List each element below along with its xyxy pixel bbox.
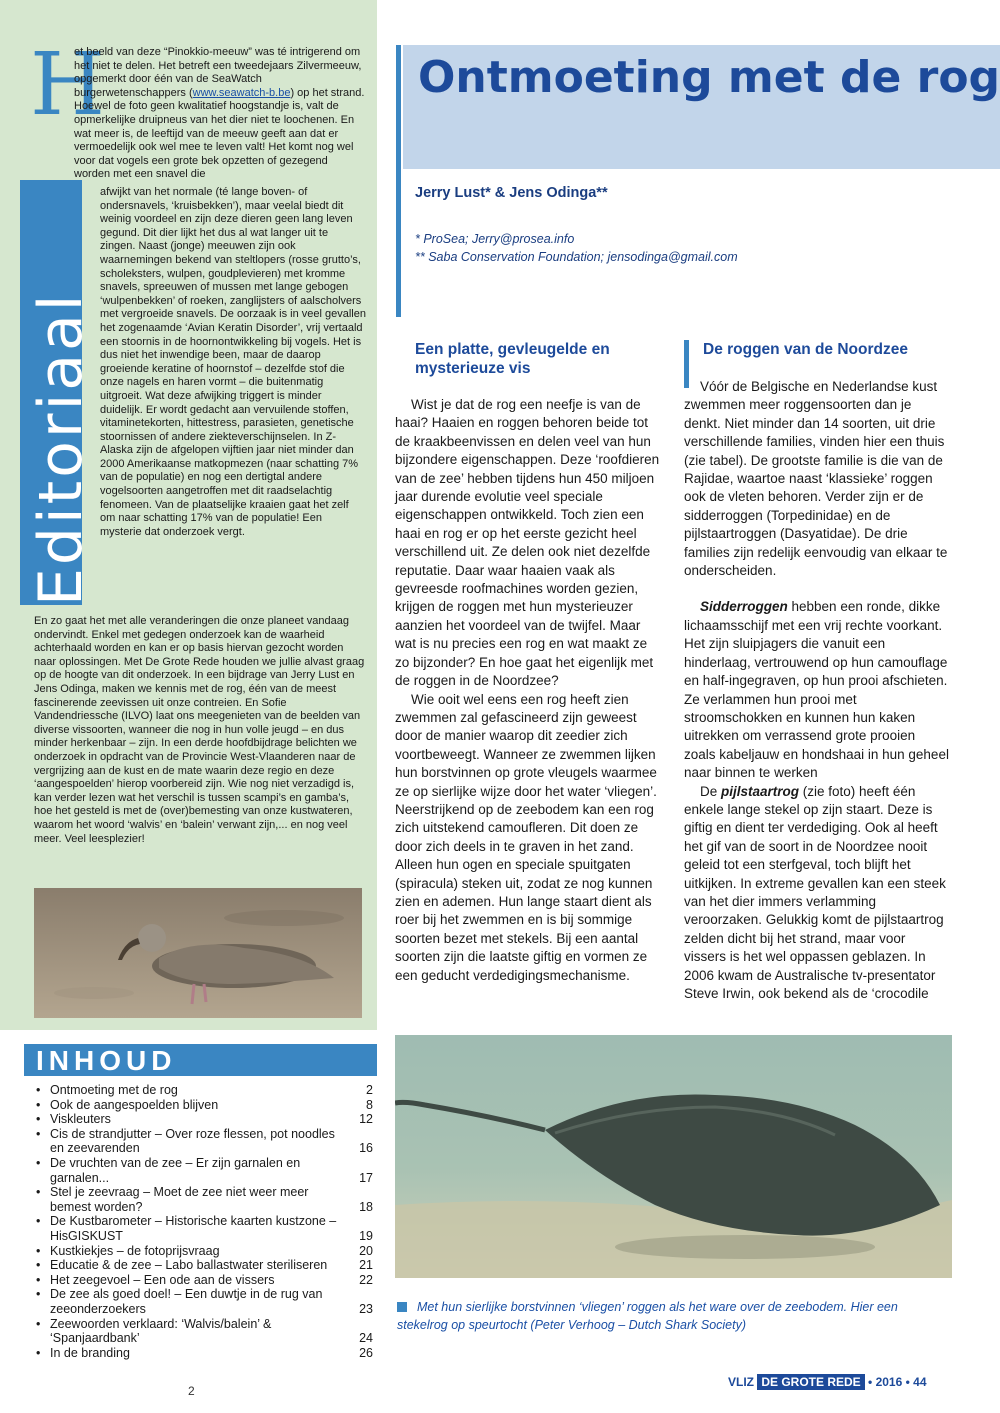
toc-item[interactable]: • Zeewoorden verklaard: ‘Walvis/balein’ & ‘Spanjaardbank’ 24 [36,1317,373,1346]
footer-page-number: 44 [913,1375,927,1389]
toc-item[interactable]: • Het zeegevoel – Een ode aan de vissers 22 [36,1273,373,1288]
toc-item[interactable]: • De Kustbarometer – Historische kaarten kustzone – HisGISKUST 19 [36,1214,373,1243]
toc-item[interactable]: • Stel je zeevraag – Moet de zee niet weer meer bemest worden? 18 [36,1185,373,1214]
article-column-2 [684,378,950,1003]
gull-photo [34,888,362,1018]
toc-item[interactable]: • Ook de aangespoelden blijven 8 [36,1098,373,1113]
table-of-contents [36,1083,373,1360]
seawatch-link[interactable]: www.seawatch-b.be [192,86,291,99]
editorial-dropcap: H [30,35,105,135]
footer-year: 2016 [875,1375,903,1389]
title-rule [396,45,401,317]
article-paragraph: Sidderroggen hebben een ronde, dikke lichaamsschijf met een vrij rechte voorkant. Het zijn sluipjagers die vanuit een hinderlaag, vertrouwend op hun camouflage en half-ingegraven, op hun prooi afschieten. Ze verlammen hun prooi met stroomschokken en kunnen hun kaken uitrekken om verrassend grote prooien zoals kabeljauw en hondshaai in hun geheel naar binnen te werken [684,599,949,781]
article-title: Ontmoeting met de rog [418,52,1000,103]
toc-item[interactable]: • Kustkiekjes – de fotoprijsvraag 20 [36,1244,373,1259]
ray-photo [395,1035,952,1278]
page-footer: VLIZ DE GROTE REDE • 2016 • 44 [728,1375,927,1389]
toc-item[interactable]: • Ontmoeting met de rog 2 [36,1083,373,1098]
toc-item[interactable]: • Educatie & de zee – Labo ballastwater steriliseren 21 [36,1258,373,1273]
article-paragraph: De pijlstaartrog (zie foto) heeft één enkele lange stekel op zijn staart. Deze is giftig en dient ter verdediging. Ook al heeft het gif van de soort in de Noordzee nooit geleid tot een sterfgeval, toch blijft het uitkijken. In extreme gevallen kan een steek van het dier immers verlamming veroorzaken. Gelukkig komt de pijlstaartrog zelden dicht bij het strand, maar voor vissers is het wel oppassen geblazen. In 2006 kwam de Australische tv-presentator Steve Irwin, ook bekend als de ‘crocodile [684,783,946,1001]
article-authors: Jerry Lust* & Jens Odinga** [415,185,608,201]
article-paragraph: Vóór de Belgische en Nederlandse kust zwemmen meer roggensoorten dan je denkt. Niet minder dan 14 soorten, uit drie verschillende families, vinden hier een thuis (zie tabel). De grootste familie is die van de Rajidae, waartoe naast ‘klassieke’ roggen ook de vleten behoren. Verder zijn er de sidderroggen (Torpedinidae) en de pijlstaartroggen (Dasyatidae). De drie families zijn redelijk eenvoudig van elkaar te onderscheiden. [684,379,948,579]
editorial-paragraph-1-continued: afwijkt van het normale (té lange boven- of ondersnavels, ‘kruisbekken’), maar veelal biedt dit weinig voordeel en zijn deze dieren geen lang leven gegund. Dit dier lijkt het dus al wat langer uit te zingen. Naast (jonge) meeuwen zijn ook waarnemingen bekend van steltlopers (rosse grutto’s, scholeksters, wulpen, goudplevieren) met kromme snavels, spreeuwen of mussen met lange gebogen ‘wulpenbekken’ of roeken, zanglijsters of aalscholvers met vergroeide snavels. De oorzaak is in veel gevallen het zogenaamde ‘Avian Keratin Disorder’, vrij vertaald een stoornis in de hoornontwikkeling bij vogels. Het is dus niet het inwendige been, maar de daarop groeiende keratine of hoornstof – dezelfde stof die onze nagels en haren vormt – die buitenmatig uitgroeit. Wat deze afwijking triggert is minder duidelijk. Er wordt gedacht aan vervuilende stoffen, vitaminetekorten, hittestress, parasieten, genetische stoornissen of andere ziekteverschijnselen. In Z-Alaska zijn de afgelopen vijftien jaar niet minder dan 2000 Amerikaanse matkopmezen (naar schatting 7% van de populatie) en nog een dertigtal andere vogelsoorten aangetroffen met dit raadselachtig fenomeen. Van de plaatselijke kraaien gaat het zelf om naar schatting 17% van de populatie! Een mysterie dat onderzoek vergt. [100,186,366,538]
affiliation-prosea: * ProSea; Jerry@prosea.info [415,232,575,246]
footer-org: VLIZ [728,1375,754,1389]
affiliation-saba: ** Saba Conservation Foundation; jensodinga@gmail.com [415,250,738,264]
toc-item[interactable]: • Cis de strandjutter – Over roze flessen, pot noodles en zeevarenden 16 [36,1127,373,1156]
editorial-paragraph-2: En zo gaat het met alle veranderingen die onze planeet vandaag ondervindt. Enkel met gedegen onderzoek kan de waarheid achterhaald worden en kan er op basis hiervan gezocht worden naar oplossingen. Met De Grote Rede houden we jullie alvast graag op de hoogte van dit onderzoek. In een bijdrage van Jerry Lust en Jens Odinga, maken we kennis met de rog, één van de meest fascinerende zeevissen uit onze contreien. En Sofie Vandendriessche (ILVO) laat ons meegenieten van de beelden van diverse vissoorten, wanneer die nog in hun volle jeugd – en dus minder herkenbaar – zijn. In een derde hoofdbijdrage belichten we onderzoek in opdracht van de Provincie West-Vlaanderen naar de vergrijzing aan de kust en de mate waarin deze regio en deze ‘aangespoelden’ hierop voorbereid zijn. Wie nog niet verzadigd is, kan verder lezen wat het verschil is tussen scampi’s en gamba’s, hoe het gesteld is met de (over)bemesting van onze kustwateren, waarom het woord ‘walvis’ en ‘balein’ verwant zijn,... en nog veel meer. Veel leesplezier! [34,615,365,845]
article-column-1 [395,396,665,985]
toc-item[interactable]: • Viskleuters 12 [36,1112,373,1127]
toc-item[interactable]: • De zee als goed doel! – Een duwtje in de rug van zeeonderzoekers 23 [36,1287,373,1316]
article-paragraph: Wie ooit wel eens een rog heeft zien zwemmen zal gefascineerd zijn geweest door de manier waarop dit zeedier zich voortbeweegt. Wanneer ze zwemmen lijken hun borstvinnen op grote vleugels waarmee ze op sierlijke wijze door het water ‘vliegen’. Neerstrijkend op de zeebodem kan een rog zich uitstekend camoufleren. Dit doen ze door zich deels in te graven in het zand. Alleen hun ogen en speciale spuitgaten (spiracula) steken uit, zodat ze nog kunnen zien en ademen. Hun lange staart dient als roer bij het zwemmen en is bij sommige soorten bezet met stekels. Bij een aantal soorten zijn die laatste giftig en vormen ze een geducht verdedigingsmechanisme. [395,691,657,983]
author-affiliations [415,230,738,266]
section-heading-roggen-noordzee: De roggen van de Noordzee [703,341,908,358]
editorial-paragraph-1: et beeld van deze “Pinokkio-meeuw” was té intrigerend om het niet te delen. Het betreft een tweedejaars Zilvermeeuw, opgemerkt door één van de SeaWatch burgerwetenschappers (www.seawatch-b.be) op het strand. Hoewel de foto geen kwalitatief hoogstandje is, valt de opmerkelijke druipneus van het dier niet te loochenen. En wat meer is, de leeftijd van de meeuw geeft aan dat er vermoedelijk ook wel mee te leven valt! Het komt nog wel voor dat vogels een grote bek opzetten of gezegend worden met een snavel die [74,46,365,181]
photo-caption: Met hun sierlijke borstvinnen ‘vliegen’ roggen als het ware over de zeebodem. Hier een stekelrog op speurtocht (Peter Verhoog – Dutch Shark Society) [397,1300,898,1332]
editorial-label: Editoriaal [26,291,96,606]
toc-title: INHOUD [36,1045,177,1076]
left-page-number: 2 [188,1384,195,1398]
left-page [0,0,377,1413]
article-paragraph: Wist je dat de rog een neefje is van de haai? Haaien en roggen behoren beide tot de kraakbeenvissen en delen veel van hun bijzondere eigenschappen. Deze ‘roofdieren van de zee’ hebben tijdens hun 450 miljoen jaar durende evolutie veel speciale eigenschappen ontwikkeld. Toch zien een haai en rog er op het eerste gezicht heel verschillend uit. Ze delen ook niet dezelfde reputatie. Daar waar haaien vaak als gevreesde roofmachines worden gezien, krijgen de roggen met hun mysterieuzer aanzien het voordeel van de twijfel. Maar wat is nu precies een rog en wat maakt ze zo bijzonder? En hoe gaat het eigenlijk met de roggen in de Noordzee? [395,397,660,689]
toc-item[interactable]: • In de branding 26 [36,1346,373,1361]
section-heading-platte-vis: Een platte, gevleugelde en mysterieuze vis [415,341,610,377]
toc-item[interactable]: • De vruchten van de zee – Er zijn garnalen en garnalen... 17 [36,1156,373,1185]
footer-magazine: DE GROTE REDE [757,1374,864,1390]
